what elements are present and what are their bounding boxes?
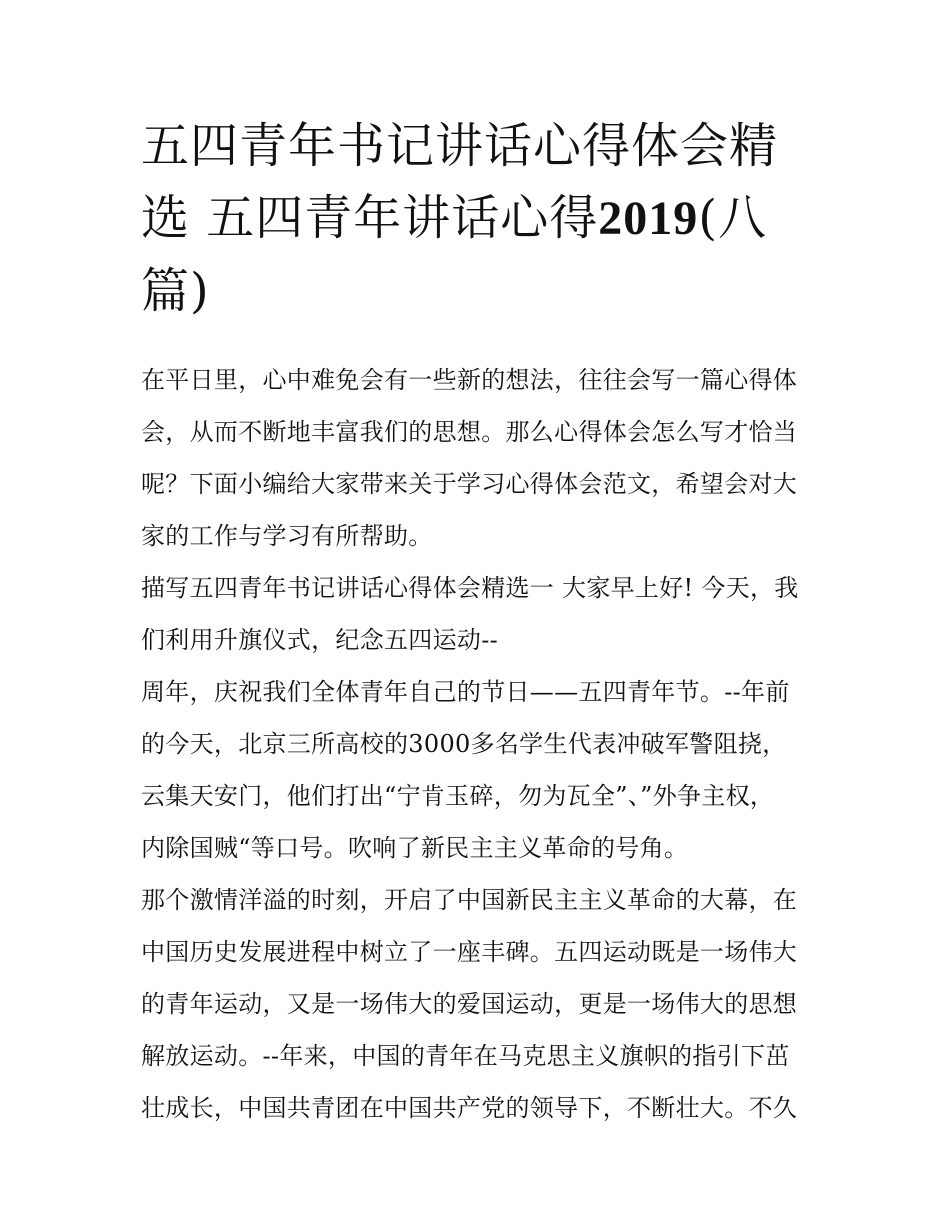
title-text: 五四青年书记讲话心得体会精选 五四青年讲话心得 — [141, 118, 779, 246]
body-line: 的青年运动，又是一场伟大的爱国运动，更是一场伟大的思想 — [141, 990, 798, 1018]
body-line: 家的工作与学习有所帮助。 — [141, 522, 433, 550]
body-line: 会，从而不断地丰富我们的思想。那么心得体会怎么写才恰当 — [141, 418, 798, 446]
body-line: 的今天，北京三所高校的3000多名学生代表冲破军警阻挠， — [141, 730, 787, 758]
body-line: 内除国贼“等口号。吹响了新民主主义革命的号角。 — [141, 834, 689, 862]
document-title — [141, 110, 821, 327]
body-line: 呢？下面小编给大家带来关于学习心得体会范文，希望会对大 — [141, 470, 798, 498]
body-line: 描写五四青年书记讲话心得体会精选一 大家早上好! 今天，我 — [141, 574, 799, 602]
body-line: 那个激情洋溢的时刻，开启了中国新民主主义革命的大幕，在 — [141, 886, 798, 914]
title-suffix: (八篇) — [141, 190, 767, 319]
body-line: 周年，庆祝我们全体青年自己的节日——五四青年节。--年前 — [141, 678, 790, 706]
title-year: 2019 — [598, 192, 699, 245]
body-line: 中国历史发展进程中树立了一座丰碑。五四运动既是一场伟大 — [141, 938, 798, 966]
body-line: 解放运动。--年来，中国的青年在马克思主义旗帜的指引下茁 — [141, 1042, 790, 1070]
body-line: 壮成长，中国共青团在中国共产党的领导下，不断壮大。不久 — [141, 1094, 798, 1122]
body-line: 在平日里，心中难免会有一些新的想法，往往会写一篇心得体 — [141, 366, 798, 394]
body-line: 们利用升旗仪式，纪念五四运动-- — [141, 626, 499, 654]
document-body — [141, 354, 821, 1134]
body-line: 云集天安门，他们打出“宁肯玉碎，勿为瓦全”、”外争主权， — [141, 782, 775, 810]
